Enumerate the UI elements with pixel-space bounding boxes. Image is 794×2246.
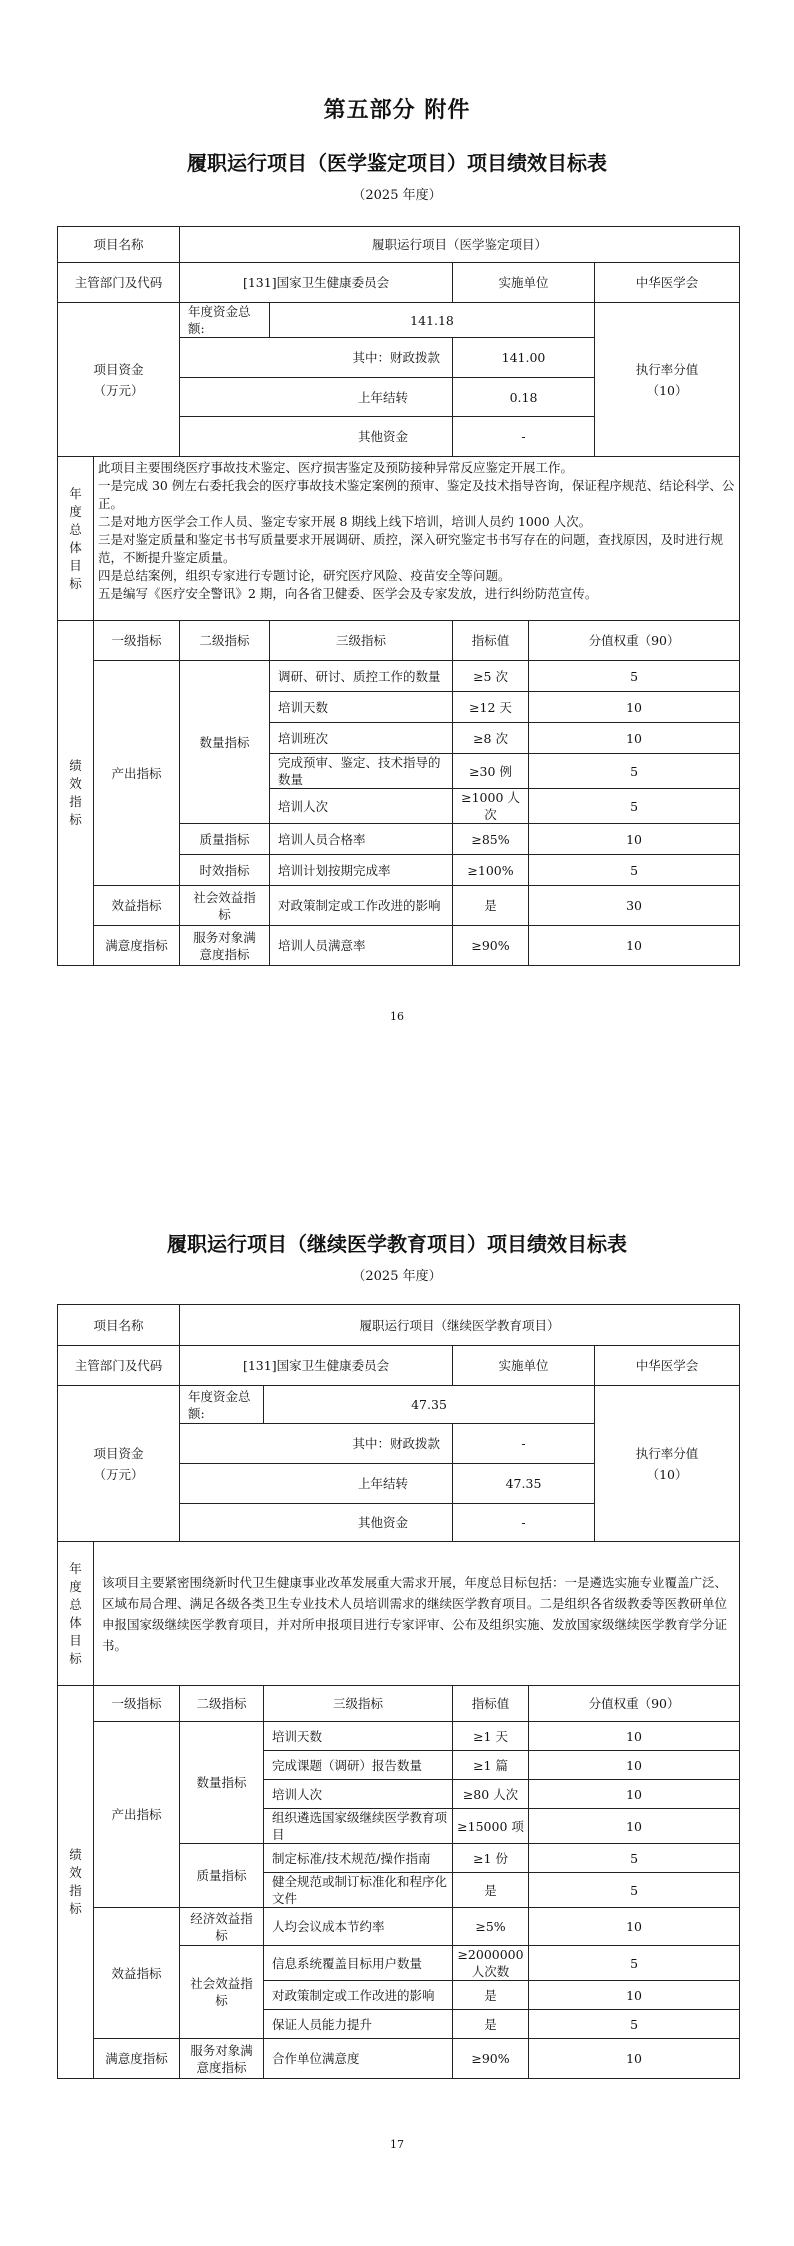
indicator-name: 健全规范或制订标准化和程序化文件: [264, 1873, 453, 1908]
perf-indicator-label: 绩效指标: [58, 621, 94, 966]
table2-year: （2025 年度）: [352, 1269, 442, 1284]
indicator-score: 10: [529, 1981, 740, 2010]
indicator-name: 组织遴选国家级继续医学教育项目: [264, 1809, 453, 1844]
indicator-name: 培训人次: [270, 789, 453, 824]
indicator-value: ≥5 次: [453, 661, 529, 692]
indicator-score: 10: [529, 1751, 740, 1780]
exec-rate-label: 执行率分值（10）: [595, 303, 740, 457]
indicator-score: 10: [529, 1809, 740, 1844]
indicator-name: 完成预审、鉴定、技术指导的数量: [270, 754, 453, 789]
indicator-value: ≥90%: [453, 926, 529, 966]
fund-carry-value: 47.35: [453, 1464, 595, 1504]
header-level3: 三级指标: [270, 621, 453, 661]
goal-line: 五是编写《医疗安全警讯》2 期，向各省卫健委、医学会及专家发放，进行纠纷防范宣传。: [98, 586, 598, 601]
indicator-score: 5: [529, 754, 740, 789]
indicator-value: 是: [453, 1981, 529, 2010]
indicator-score: 10: [529, 723, 740, 754]
indicator-name: 合作单位满意度: [264, 2039, 453, 2079]
fund-total-value: 47.35: [264, 1386, 595, 1424]
level1-benefit: 效益指标: [94, 886, 180, 926]
level2-quantity: 数量指标: [180, 661, 270, 824]
annual-goal-label: 年度总体目标: [58, 457, 94, 621]
header-weight: 分值权重（90）: [529, 621, 740, 661]
indicator-value: ≥2000000 人次数: [453, 1946, 529, 1981]
indicator-name: 对政策制定或工作改进的影响: [270, 886, 453, 926]
level2-quality: 质量指标: [180, 824, 270, 855]
indicator-score: 10: [529, 692, 740, 723]
fund-fiscal-label: 其中：财政拨款: [180, 1424, 453, 1464]
project-name-value: 履职运行项目（继续医学教育项目）: [180, 1305, 740, 1346]
indicator-value: ≥100%: [453, 855, 529, 886]
impl-label: 实施单位: [453, 263, 595, 303]
table1: [57, 226, 740, 966]
level1-output: 产出指标: [94, 661, 180, 886]
fund-carry-label: 上年结转: [180, 378, 453, 417]
table1-year: （2025 年度）: [352, 188, 442, 203]
level2-economic: 经济效益指标: [180, 1908, 264, 1946]
fund-total-label: 年度资金总额:: [180, 1386, 264, 1424]
indicator-name: 培训人员合格率: [270, 824, 453, 855]
header-value: 指标值: [453, 621, 529, 661]
indicator-score: 5: [529, 855, 740, 886]
indicator-score: 5: [529, 789, 740, 824]
perf-indicator-label: 绩效指标: [58, 1686, 94, 2079]
indicator-score: 5: [529, 661, 740, 692]
indicator-name: 培训人员满意率: [270, 926, 453, 966]
fund-other-value: -: [453, 417, 595, 457]
header-level2: 二级指标: [180, 1686, 264, 1722]
table2-title: 履职运行项目（继续医学教育项目）项目绩效目标表: [167, 1232, 627, 1256]
indicator-value: ≥85%: [453, 824, 529, 855]
indicator-score: 10: [529, 1722, 740, 1751]
header-weight: 分值权重（90）: [529, 1686, 740, 1722]
part-title: 第五部分 附件: [323, 98, 471, 123]
indicator-score: 10: [529, 1780, 740, 1809]
indicator-name: 完成课题（调研）报告数量: [264, 1751, 453, 1780]
header-value: 指标值: [453, 1686, 529, 1722]
indicator-score: 10: [529, 926, 740, 966]
level2-social: 社会效益指标: [180, 1946, 264, 2039]
indicator-name: 对政策制定或工作改进的影响: [264, 1981, 453, 2010]
indicator-value: 是: [453, 2010, 529, 2039]
level1-benefit: 效益指标: [94, 1908, 180, 2039]
fund-carry-value: 0.18: [453, 378, 595, 417]
impl-label: 实施单位: [453, 1346, 595, 1386]
indicator-score: 5: [529, 1873, 740, 1908]
goal-line: 三是对鉴定质量和鉴定书书写质量要求开展调研、质控，深入研究鉴定书书写存在的问题，查找原因，及时进行规范，不断提升鉴定质量。: [98, 532, 724, 565]
dept-value: [131]国家卫生健康委员会: [180, 1346, 453, 1386]
impl-value: 中华医学会: [595, 1346, 740, 1386]
indicator-score: 10: [529, 2039, 740, 2079]
indicator-value: ≥30 例: [453, 754, 529, 789]
level2-social: 社会效益指标: [180, 886, 270, 926]
goal-line: 此项目主要围绕医疗事故技术鉴定、医疗损害鉴定及预防接种异常反应鉴定开展工作。: [98, 460, 574, 475]
indicator-name: 培训天数: [264, 1722, 453, 1751]
indicator-value: ≥15000 项: [453, 1809, 529, 1844]
dept-value: [131]国家卫生健康委员会: [180, 263, 453, 303]
fund-fiscal-label: 其中：财政拨款: [180, 338, 453, 378]
indicator-value: ≥12 天: [453, 692, 529, 723]
level2-service: 服务对象满意度指标: [180, 926, 270, 966]
fund-carry-label: 上年结转: [180, 1464, 453, 1504]
indicator-value: ≥1 份: [453, 1844, 529, 1873]
indicator-value: ≥1 篇: [453, 1751, 529, 1780]
indicator-score: 30: [529, 886, 740, 926]
fund-label: 项目资金（万元）: [58, 303, 180, 457]
indicator-name: 培训班次: [270, 723, 453, 754]
indicator-value: ≥1000 人次: [453, 789, 529, 824]
annual-goal-label: 年度总体目标: [58, 1542, 94, 1686]
header-level3: 三级指标: [264, 1686, 453, 1722]
page-number: 16: [390, 1010, 404, 1023]
indicator-name: 人均会议成本节约率: [264, 1908, 453, 1946]
indicator-name: 培训计划按期完成率: [270, 855, 453, 886]
indicator-value: ≥5%: [453, 1908, 529, 1946]
fund-total-value: 141.18: [270, 303, 595, 338]
indicator-value: 是: [453, 886, 529, 926]
table2: [57, 1304, 740, 2079]
dept-label: 主管部门及代码: [58, 263, 180, 303]
project-name-label: 项目名称: [58, 227, 180, 263]
indicator-value: ≥80 人次: [453, 1780, 529, 1809]
goal-line: 四是总结案例，组织专家进行专题讨论，研究医疗风险、疫苗安全等问题。: [98, 568, 511, 583]
indicator-score: 5: [529, 1946, 740, 1981]
page-number: 17: [390, 2138, 404, 2151]
fund-other-label: 其他资金: [180, 1504, 453, 1542]
goal-line: 一是完成 30 例左右委托我会的医疗事故技术鉴定案例的预审、鉴定及技术指导咨询，保证程序规范、结论科学、公正。: [98, 478, 735, 511]
fund-other-label: 其他资金: [180, 417, 453, 457]
header-level1: 一级指标: [94, 621, 180, 661]
indicator-value: ≥90%: [453, 2039, 529, 2079]
indicator-name: 培训天数: [270, 692, 453, 723]
indicator-score: 10: [529, 824, 740, 855]
indicator-name: 培训人次: [264, 1780, 453, 1809]
annual-goal-text: 该项目主要紧密围绕新时代卫生健康事业改革发展重大需求开展，年度总目标包括：一是遴选实施专业覆盖广泛、区域布局合理、满足各级各类卫生专业技术人员培训需求的继续医学教育项目。二是组织各省级教委等医教研单位申报国家级继续医学教育项目，并对所申报项目进行专家评审、公布及组织实施、发放国家级继续医学教育学分证书。: [94, 1542, 740, 1686]
indicator-name: 制定标准/技术规范/操作指南: [264, 1844, 453, 1873]
indicator-score: 5: [529, 2010, 740, 2039]
indicator-name: 调研、研讨、质控工作的数量: [270, 661, 453, 692]
header-level1: 一级指标: [94, 1686, 180, 1722]
indicator-value: ≥1 天: [453, 1722, 529, 1751]
table1-title: 履职运行项目（医学鉴定项目）项目绩效目标表: [187, 151, 607, 175]
project-name-value: 履职运行项目（医学鉴定项目）: [180, 227, 740, 263]
level1-output: 产出指标: [94, 1722, 180, 1908]
fund-fiscal-value: -: [453, 1424, 595, 1464]
level1-satisfaction: 满意度指标: [94, 2039, 180, 2079]
fund-total-label: 年度资金总额:: [180, 303, 270, 338]
level2-service: 服务对象满意度指标: [180, 2039, 264, 2079]
indicator-value: ≥8 次: [453, 723, 529, 754]
fund-other-value: -: [453, 1504, 595, 1542]
header-level2: 二级指标: [180, 621, 270, 661]
level1-satisfaction: 满意度指标: [94, 926, 180, 966]
dept-label: 主管部门及代码: [58, 1346, 180, 1386]
exec-rate-label: 执行率分值（10）: [595, 1386, 740, 1542]
fund-fiscal-value: 141.00: [453, 338, 595, 378]
level2-quality: 质量指标: [180, 1844, 264, 1908]
impl-value: 中华医学会: [595, 263, 740, 303]
indicator-name: 保证人员能力提升: [264, 2010, 453, 2039]
project-name-label: 项目名称: [58, 1305, 180, 1346]
goal-line: 二是对地方医学会工作人员、鉴定专家开展 8 期线上线下培训，培训人员约 1000 人次。: [98, 514, 592, 529]
level2-time: 时效指标: [180, 855, 270, 886]
indicator-name: 信息系统覆盖目标用户数量: [264, 1946, 453, 1981]
fund-label: 项目资金（万元）: [58, 1386, 180, 1542]
indicator-value: 是: [453, 1873, 529, 1908]
indicator-score: 5: [529, 1844, 740, 1873]
level2-quantity: 数量指标: [180, 1722, 264, 1844]
indicator-score: 10: [529, 1908, 740, 1946]
annual-goal-text: [94, 457, 740, 621]
